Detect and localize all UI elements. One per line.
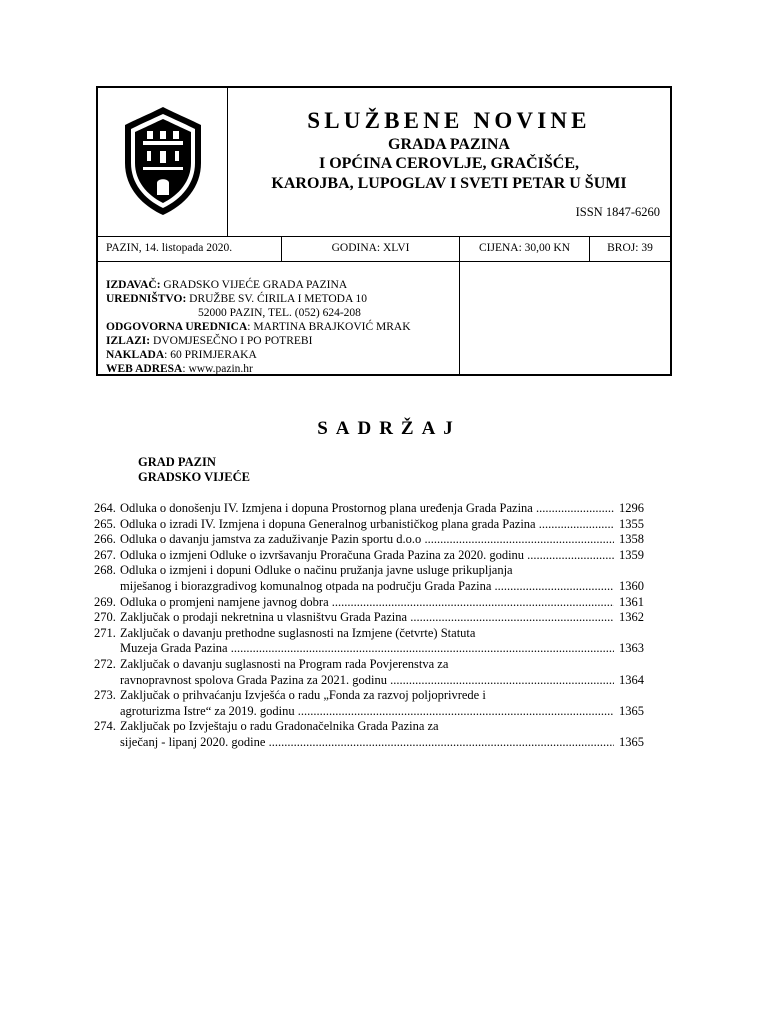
- web-line: [106, 362, 253, 376]
- issue-info-row: [98, 236, 670, 262]
- contents-title: SADRŽAJ: [317, 418, 461, 439]
- office-value: DRUŽBE SV. ĆIRILA I METODA 10: [189, 293, 367, 305]
- toc-entry-number: 268.: [94, 563, 116, 578]
- subtitle-line-3: KAROJBA, LUPOGLAV I SVETI PETAR U ŠUMI: [271, 175, 627, 192]
- castle-tower-shield-icon: [117, 105, 209, 217]
- toc-entry-line: [94, 532, 644, 547]
- toc-entry-line: [94, 579, 644, 594]
- title-cell: [228, 88, 670, 236]
- toc-entry-page: 1296: [619, 501, 644, 515]
- toc-entry-title: Odluka o izradi IV. Izmjena i dopuna Generalnog urbanističkog plana grada Pazina .....: [120, 517, 614, 532]
- issue-number: BROJ: 39: [607, 242, 653, 254]
- toc-entry-number: 264.: [94, 501, 116, 515]
- toc-entry-page: 1362: [619, 610, 644, 625]
- circulation-value: : 60 PRIMJERAKA: [164, 349, 257, 361]
- toc-entry-line: [94, 735, 644, 750]
- circulation-line: [106, 348, 257, 362]
- toc-entry-page: 1365: [619, 735, 644, 749]
- toc-entry-page: 1355: [619, 516, 644, 531]
- toc-entry-number: 267.: [94, 547, 116, 562]
- toc-entry-page: 1358: [619, 532, 644, 547]
- toc-entry-title: agroturizma Istre“ za 2019. godinu .....: [120, 704, 614, 719]
- logo-cell: [98, 88, 228, 236]
- toc-entry-page: 1365: [619, 703, 644, 718]
- frequency-label: IZLAZI:: [106, 335, 151, 347]
- toc-entry-line: [94, 657, 644, 672]
- web-label: WEB ADRESA: [106, 363, 183, 375]
- toc-entry-page: 1359: [619, 547, 644, 562]
- price: CIJENA: 30,00 KN: [460, 236, 590, 261]
- toc-entry-title: Muzeja Grada Pazina .....: [120, 641, 614, 656]
- toc-entry-line: [94, 563, 644, 578]
- toc-entry-line: [94, 641, 644, 656]
- toc-entry-title: Zaključak o davanju prethodne suglasnosti na Izmjene (četvrte) Statuta: [120, 625, 476, 640]
- editor-label: ODGOVORNA UREDNICA: [106, 321, 248, 333]
- masthead-top-row: [98, 88, 670, 237]
- toc-entry-title: Odluka o izmjeni Odluke o izvršavanju Proračuna Grada Pazina za 2020. godinu .....: [120, 548, 614, 563]
- toc-entry-title: siječanj - lipanj 2020. godine .....: [120, 735, 614, 750]
- toc-entry-title: Zaključak po Izvještaju o radu Gradonačelnika Grada Pazina za: [120, 719, 439, 734]
- editor-value: : MARTINA BRAJKOVIĆ MRAK: [247, 321, 411, 333]
- section-heading-council: GRADSKO VIJEĆE: [138, 470, 250, 484]
- toc-entry-line: [94, 673, 644, 688]
- publisher-details: [98, 261, 460, 374]
- publisher-value: GRADSKO VIJEĆE GRADA PAZINA: [163, 279, 348, 291]
- toc-entry-page: 1364: [619, 672, 644, 687]
- toc-entry-page: 1360: [619, 579, 644, 593]
- subtitle-line-2: I OPĆINA CEROVLJE, GRAČIŠĆE,: [318, 155, 580, 172]
- toc-entry-number: 270.: [94, 610, 116, 625]
- toc-entry-title: Odluka o davanju jamstva za zaduživanje Pazin sportu d.o.o .....: [120, 532, 614, 547]
- toc-entry-line: [94, 595, 644, 610]
- toc-entry-line: [94, 501, 644, 516]
- toc-entry-line: [94, 548, 644, 563]
- toc-entry-number: 274.: [94, 719, 116, 734]
- toc-entry-title: Odluka o donošenju IV. Izmjena i dopuna Prostornog plana uređenja Grada Pazina .....: [120, 501, 614, 516]
- year-volume: GODINA: XLVI: [282, 236, 460, 261]
- toc-entry-line: [94, 517, 644, 532]
- publisher-line: [106, 278, 347, 292]
- toc-entry-title: Zaključak o prodaji nekretnina u vlasništvu Grada Pazina .....: [120, 610, 614, 625]
- toc-entry-page: 1363: [619, 641, 644, 656]
- publisher-info-row: [98, 261, 670, 374]
- toc-entry-line: [94, 610, 644, 625]
- toc-entry-title: Zaključak o prihvaćanju Izvješća o radu „Fonda za razvoj poljoprivrede i: [120, 688, 486, 703]
- toc-entry-number: 273.: [94, 688, 116, 703]
- toc-entry-page: 1361: [619, 594, 644, 609]
- toc-entry-line: [94, 688, 644, 703]
- toc-entry-title: ravnopravnost spolova Grada Pazina za 2021. godinu .....: [120, 673, 614, 688]
- toc-entry-number: 266.: [94, 532, 116, 547]
- toc-entry-title: Odluka o izmjeni i dopuni Odluke o načinu pružanja javne usluge prikupljanja: [120, 563, 513, 578]
- section-heading-city: GRAD PAZIN: [138, 455, 216, 469]
- toc-entry-line: [94, 704, 644, 719]
- frequency-value: DVOMJESEČNO I PO POTREBI: [152, 335, 313, 347]
- circulation-label: NAKLADA: [106, 349, 165, 361]
- office-line: [106, 292, 367, 306]
- toc-entry-number: 265.: [94, 516, 116, 531]
- office-label: UREDNIŠTVO:: [106, 293, 187, 305]
- editor-line: [106, 320, 411, 334]
- place-date: PAZIN, 14. listopada 2020.: [98, 236, 282, 261]
- toc-entry-line: [94, 626, 644, 641]
- masthead-box: [96, 86, 672, 376]
- office-line-2: 52000 PAZIN, TEL. (052) 624-208: [198, 307, 361, 319]
- toc-entry-title: Odluka o promjeni namjene javnog dobra .....: [120, 595, 614, 610]
- publisher-label: IZDAVAČ:: [106, 279, 161, 291]
- frequency-line: [106, 334, 312, 348]
- subtitle-line-1: GRADA PAZINA: [388, 136, 510, 153]
- toc-entry-title: miješanog i biorazgradivog komunalnog otpada na području Grada Pazina .....: [120, 579, 614, 594]
- web-value: : www.pazin.hr: [182, 363, 253, 375]
- issn-number: ISSN 1847-6260: [575, 205, 660, 219]
- toc-entry-number: 271.: [94, 625, 116, 640]
- toc-entry-line: [94, 719, 644, 734]
- toc-entry-number: 272.: [94, 657, 116, 671]
- toc-entry-number: 269.: [94, 594, 116, 609]
- newspaper-title: SLUŽBENE NOVINE: [307, 108, 591, 133]
- toc-entry-title: Zaključak o davanju suglasnosti na Program rada Povjerenstva za: [120, 657, 449, 671]
